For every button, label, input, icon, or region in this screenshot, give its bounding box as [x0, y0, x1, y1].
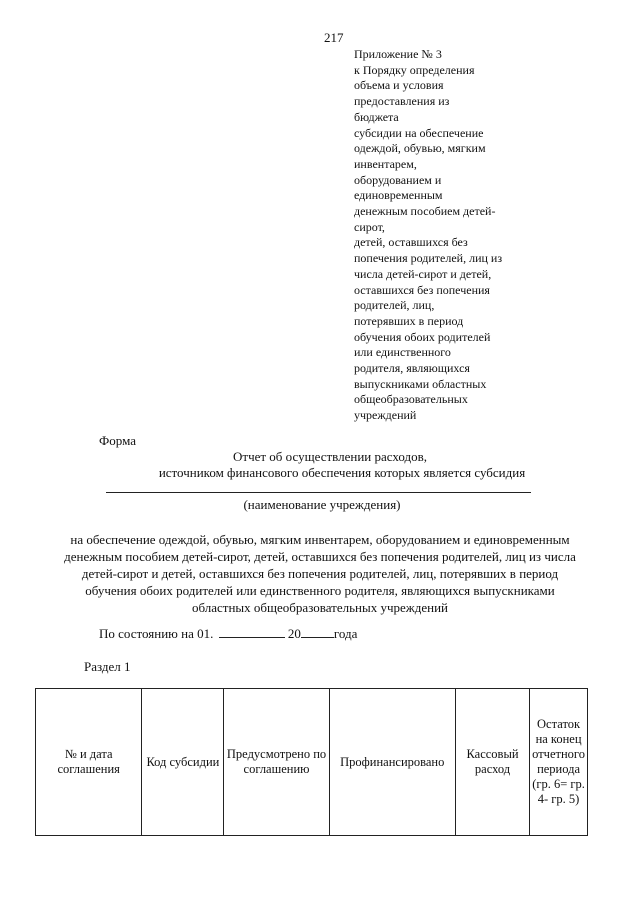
- appendix-line: учреждений: [354, 408, 417, 423]
- appendix-line: обучения обоих родителей: [354, 329, 491, 344]
- year-prefix: 20: [287, 626, 301, 641]
- purpose-line: областных общеобразовательных учреждений: [191, 600, 449, 615]
- appendix-line: общеобразовательных: [354, 392, 468, 407]
- appendix-line: одеждой, обувью, мягким: [354, 141, 486, 156]
- appendix-line: детей, оставшихся без: [354, 235, 468, 250]
- purpose-line: обучения обоих родителей или единственного родителя, являющихся выпускниками: [85, 583, 555, 598]
- as-of-suffix: года: [333, 626, 358, 641]
- appendix-line: бюджета: [354, 109, 399, 124]
- purpose-line: денежным пособием детей-сирот, детей, оставшихся без попечения родителей, лиц из числа: [64, 549, 576, 564]
- year-blank[interactable]: [301, 626, 334, 638]
- appendix-line: выпускниками областных: [354, 376, 487, 391]
- institution-name-caption: (наименование учреждения): [243, 497, 401, 512]
- as-of-date-line: [99, 626, 357, 642]
- appendix-line: родителя, являющихся: [354, 361, 470, 376]
- appendix-line: инвентарем,: [354, 156, 417, 171]
- purpose-line: детей-сирот и детей, оставшихся без попечения родителей, лиц, потерявших в период: [81, 566, 559, 581]
- appendix-line: Приложение № 3: [354, 47, 442, 61]
- appendix-line: предоставления из: [354, 94, 450, 109]
- table-header-row: [36, 689, 588, 836]
- month-blank[interactable]: [219, 626, 285, 638]
- report-title-line-1: Отчет об осуществлении расходов,: [233, 449, 427, 464]
- appendix-line: числа детей-сирот и детей,: [354, 266, 492, 281]
- report-title-line-2: источником финансового обеспечения которых является субсидия: [158, 465, 526, 480]
- subsidy-purpose: [40, 531, 600, 616]
- header-planned: Предусмотрено по соглашению: [224, 689, 329, 836]
- header-agreement: № и дата соглашения: [36, 689, 142, 836]
- appendix-line: родителей, лиц,: [354, 298, 435, 313]
- appendix-line: объема и условия: [354, 78, 444, 93]
- header-financed: Профинансировано: [329, 689, 455, 836]
- appendix-line: субсидии на обеспечение: [354, 125, 484, 140]
- appendix-line: сирот,: [354, 219, 385, 234]
- as-of-prefix: По состоянию на 01.: [99, 626, 214, 641]
- appendix-line: попечения родителей, лиц из: [354, 251, 503, 266]
- header-cash-expense: Кассовый расход: [455, 689, 529, 836]
- appendix-line: или единственного: [354, 345, 451, 360]
- report-table: [35, 688, 588, 836]
- header-subsidy-code: Код субсидии: [142, 689, 224, 836]
- institution-name-line[interactable]: [106, 492, 531, 493]
- appendix-line: денежным пособием детей-: [354, 204, 496, 219]
- appendix-line: оборудованием и: [354, 172, 442, 187]
- form-label: Форма: [99, 433, 136, 448]
- page-number: 217: [324, 30, 344, 45]
- appendix-block: [354, 47, 534, 424]
- appendix-line: к Порядку определения: [354, 62, 475, 77]
- appendix-line: оставшихся без попечения: [354, 282, 490, 297]
- appendix-line: потерявших в период: [354, 313, 464, 328]
- appendix-line: единовременным: [354, 188, 443, 203]
- section-label: Раздел 1: [84, 659, 131, 674]
- header-balance: Остаток на конец отчетного периода (гр. 6= гр. 4- гр. 5): [530, 689, 588, 836]
- purpose-line: на обеспечение одеждой, обувью, мягким инвентарем, оборудованием и единовременным: [70, 532, 570, 547]
